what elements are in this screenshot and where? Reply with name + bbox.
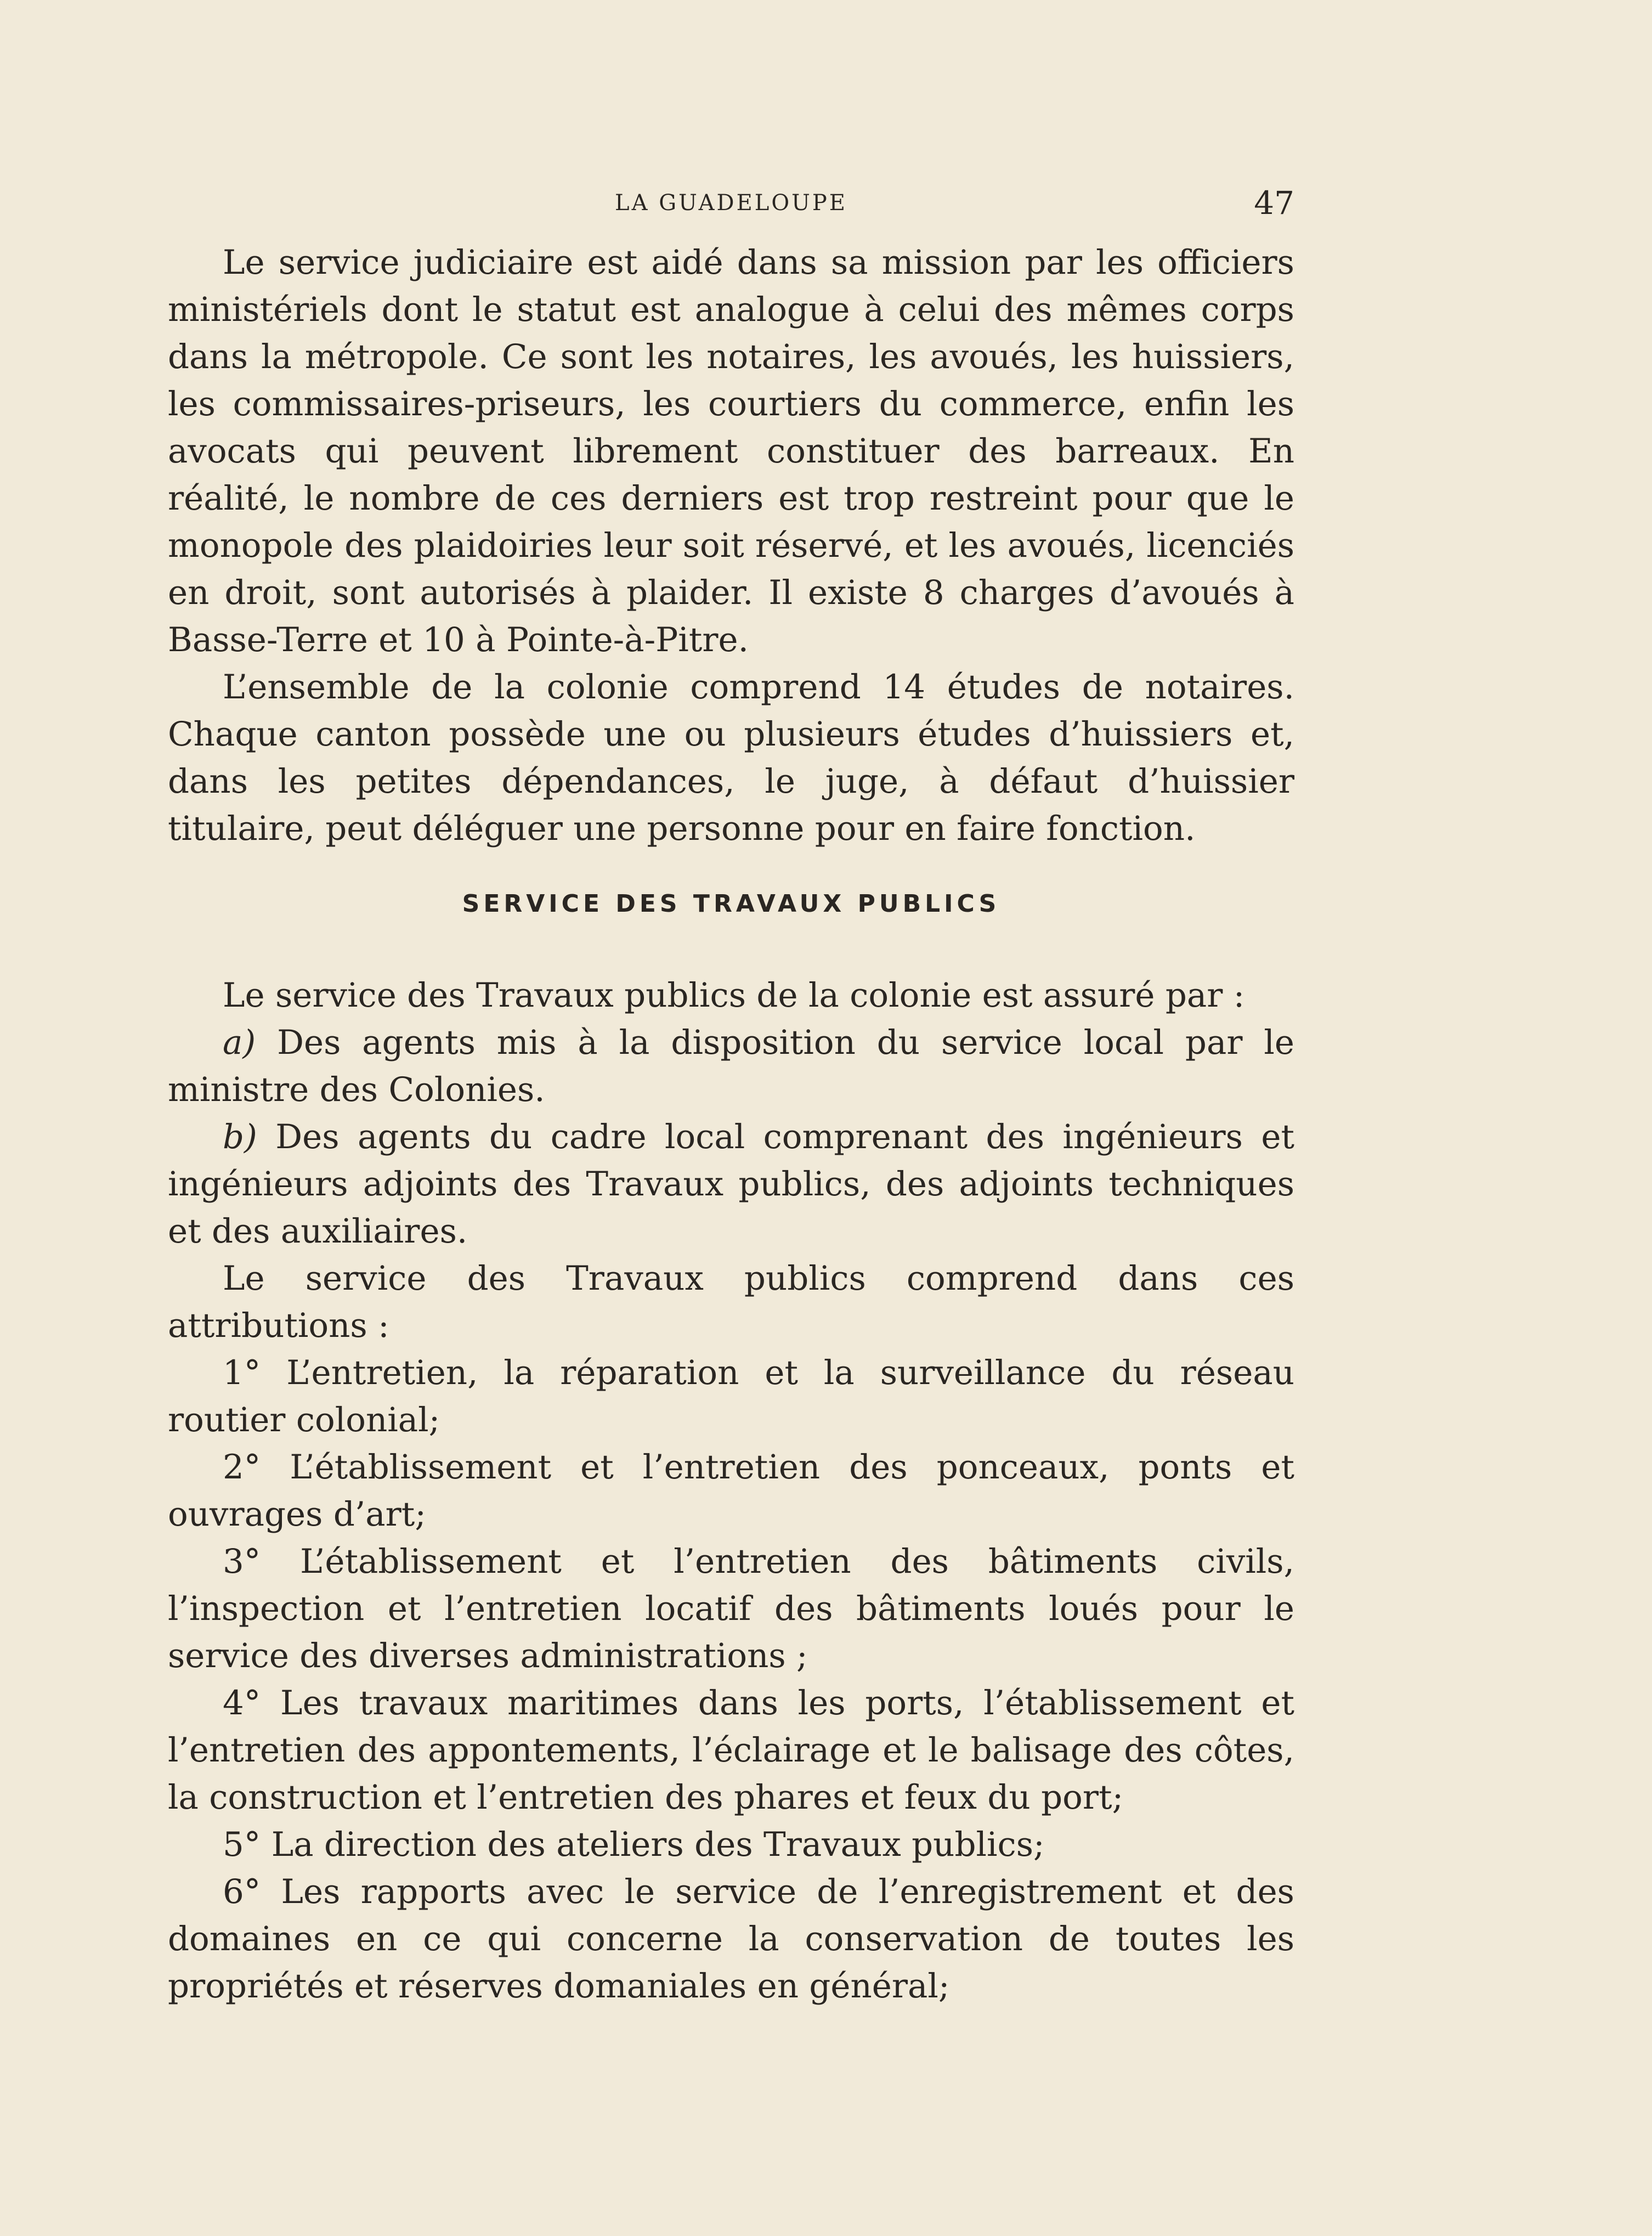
agents-item-b-label: b) (223, 1117, 257, 1156)
agents-item-a-text: Des agents mis à la disposition du service local par le ministre des Colonies. (168, 1023, 1294, 1109)
attribution-item-4: 4° Les travaux maritimes dans les ports, l’établissement et l’entretien des appontements, l’éclairage et le balisage des côtes, la construction et l’entretien des phares et feux du port; (168, 1684, 1294, 1817)
attribution-item-2: 2° L’établissement et l’entretien des ponceaux, ponts et ouvrages d’art; (168, 1448, 1294, 1534)
running-title: LA GUADELOUPE (615, 190, 847, 216)
paragraph-intro: Le service des Travaux publics de la colonie est assuré par : (223, 976, 1245, 1015)
paragraph-officiers-ministeriels: Le service judiciaire est aidé dans sa mission par les officiers ministériels dont le statut est analogue à celui des mêmes corps dans la métropole. Ce sont les notaires, les avoués, les huissiers, les commissaires-priseurs, les courtiers du commerce, enfin les avocats qui peuvent librement constituer des barreaux. En réalité, le nombre de ces derniers est trop restreint pour que le monopole des plaidoiries leur soit réservé, et les avoués, licenciés en droit, sont autorisés à plaider. Il existe 8 charges d’avoués à Basse-Terre et 10 à Pointe-à-Pitre. (168, 243, 1294, 659)
travaux-publics-section (168, 972, 1294, 2010)
attribution-item-6: 6° Les rapports avec le service de l’enregistrement et des domaines en ce qui concerne la conservation de toutes les propriétés et réserves domaniales en général; (168, 1872, 1294, 2006)
page-number: 47 (1254, 184, 1294, 222)
attribution-item-1: 1° L’entretien, la réparation et la surveillance du réseau routier colonial; (168, 1353, 1294, 1439)
agents-item-a-label: a) (223, 1023, 256, 1062)
agents-item-b (168, 1114, 1294, 1255)
paragraph-attributions-intro: Le service des Travaux publics comprend dans ces attributions : (168, 1259, 1294, 1345)
agents-item-b-text: Des agents du cadre local comprenant des ingénieurs et ingénieurs adjoints des Travaux publics, des adjoints techniques et des auxiliaires. (168, 1117, 1294, 1251)
attribution-item-3: 3° L’établissement et l’entretien des bâtiments civils, l’inspection et l’entretien locatif des bâtiments loués pour le service des diverses administrations ; (168, 1542, 1294, 1675)
running-head (168, 181, 1294, 225)
judiciary-section (168, 239, 1294, 852)
section-heading: SERVICE DES TRAVAUX PUBLICS (462, 890, 1000, 918)
agents-item-a (168, 1019, 1294, 1114)
paragraph-notaires: L’ensemble de la colonie comprend 14 études de notaires. Chaque canton possède une ou plusieurs études d’huissiers et, dans les petites dépendances, le juge, à défaut d’huissier titulaire, peut déléguer une personne pour en faire fonction. (168, 668, 1294, 848)
attribution-item-5: 5° La direction des ateliers des Travaux publics; (223, 1825, 1045, 1864)
